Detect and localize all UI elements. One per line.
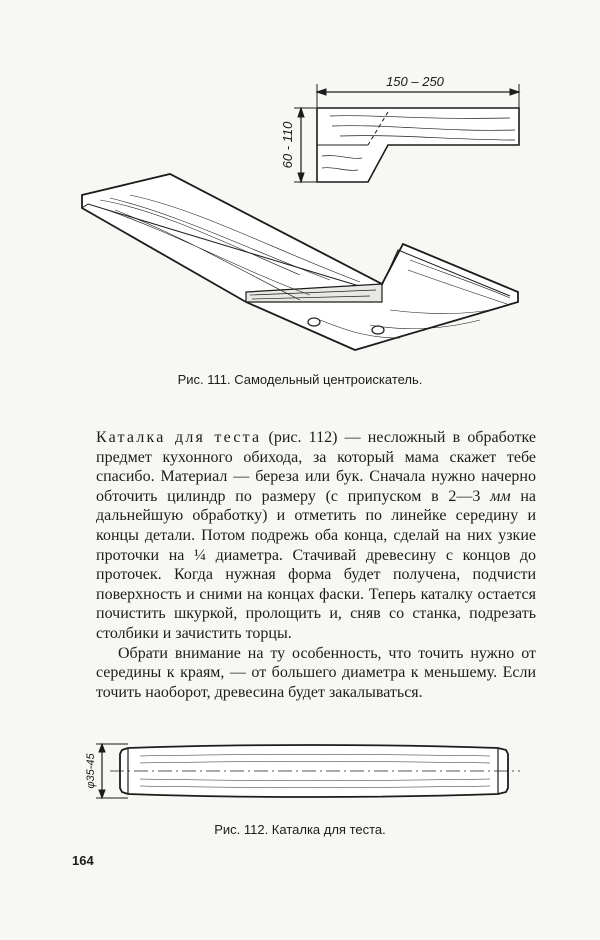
paragraph-2: Обрати внимание на ту особенность, что точить нужно от середины к краям, — от большего диаметра к меньшему. Если точить наоборот, древесина будет закалываться.	[96, 644, 536, 701]
figure-111-caption: Рис. 111. Самодельный центроискатель.	[177, 372, 423, 387]
page-number: 164	[72, 853, 94, 868]
dim-diameter-label: φ35-45	[85, 753, 97, 789]
figure-112-rolling-pin-drawing	[80, 730, 530, 810]
dim-width-label: 150 – 250	[386, 74, 444, 89]
figure-112-caption: Рис. 112. Каталка для теста.	[214, 822, 386, 837]
dimension-view	[294, 84, 519, 182]
term-rolling-pin: Каталка для теста	[96, 429, 262, 446]
body-text	[96, 428, 536, 702]
perspective-view	[82, 174, 518, 350]
dim-height-label: 60 - 110	[280, 121, 295, 169]
paragraph-1: Каталка для теста (рис. 112) — несложный в обработке предмет кухонного обихода, за который мама скажет тебе спасибо. Материал — береза или бук. Сначала нужно начерно обточить цилиндр по размеру (с припуском в 2—3 мм на дальнейшую обработку) и отметить по линейке середину и концы детали. Потом подрежь оба конца, сделай на них узкие проточки на ¼ диаметра. Стачивай древесину с концов до проточек. Когда нужная форма будет получена, подчисти поверхность и сними на концах фаски. Теперь каталку остается почистить шкуркой, пролощить и, сняв со станка, подрезать столбики и зачистить торцы.	[96, 429, 536, 642]
figure-111-center-finder-drawing	[70, 70, 530, 370]
